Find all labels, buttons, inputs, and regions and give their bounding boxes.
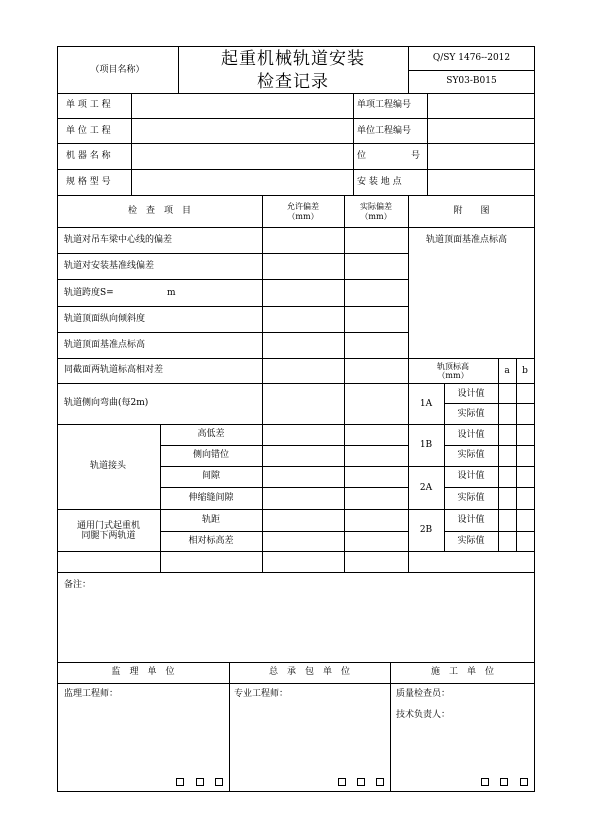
form-title-line1: 起重机械轨道安装: [221, 49, 365, 69]
date-box-month: [196, 778, 204, 786]
joint-expansion-gap: 伸缩缝间隙: [188, 493, 234, 503]
date-box-year: [481, 778, 489, 786]
joint-gap: 间隙: [201, 471, 220, 481]
item-beam-center-dev: 轨道对吊车梁中心线的偏差: [64, 235, 173, 245]
gantry-gauge: 轨距: [201, 515, 220, 525]
sign-quality-inspector: 质量检查员：: [396, 689, 451, 699]
item-span: 轨道跨度S=: [64, 288, 114, 298]
sign-contractor-unit: 总 承 包 单 位: [268, 667, 350, 677]
point-2b: 2B: [419, 525, 433, 535]
point-1a: 1A: [419, 399, 433, 409]
item-top-elevation: 轨道顶面基准点标高: [64, 340, 146, 350]
rail-elev-label: 轨顶标高: [437, 362, 469, 371]
sign-professional-engineer: 专业工程师：: [234, 689, 289, 699]
form-title-line2: 检查记录: [257, 72, 329, 92]
actual-value-1b: 实际值: [457, 450, 485, 460]
date-box-year: [338, 778, 346, 786]
label-single-project: 单 项 工 程: [66, 100, 111, 110]
joint-lateral-offset: 侧向错位: [192, 450, 229, 460]
col-b-label: b: [522, 366, 528, 376]
label-position: 位: [357, 151, 367, 161]
design-value-1a: 设计值: [457, 389, 485, 399]
gantry-relative-elevation: 相对标高差: [188, 536, 234, 546]
form-code: SY03-B015: [446, 76, 497, 86]
header-check-item: 检 查 项 目: [127, 206, 191, 216]
remarks-label: 备注：: [64, 580, 92, 590]
item-baseline-dev: 轨道对安装基准线偏差: [64, 261, 155, 271]
label-unit-project-no: 单位工程编号: [357, 126, 412, 136]
label-position-2: 号: [411, 151, 421, 161]
joint-label: 轨道接头: [90, 461, 127, 471]
joint-height-diff: 高低差: [197, 429, 225, 439]
gantry-label-line2: 同腿下两轨道: [81, 531, 136, 541]
standard-code: Q/SY 1476--2012: [432, 53, 511, 63]
header-allowed-unit: （mm）: [287, 212, 319, 221]
col-a-label: a: [504, 366, 510, 376]
actual-value-2a: 实际值: [457, 493, 485, 503]
design-value-1b: 设计值: [457, 430, 485, 440]
label-machine-name: 机 器 名 称: [66, 151, 111, 161]
label-spec-model: 规 格 型 号: [66, 177, 111, 187]
header-allowed-dev: 允许偏差: [287, 202, 319, 211]
design-value-2a: 设计值: [457, 471, 485, 481]
date-box-month: [500, 778, 508, 786]
project-name: （项目名称）: [90, 65, 145, 75]
date-box-day: [520, 778, 528, 786]
item-lateral-bending: 轨道侧向弯曲(每2m): [64, 398, 149, 408]
point-1b: 1B: [419, 440, 433, 450]
label-install-site: 安 装 地 点: [357, 177, 402, 187]
figure-caption: 轨道顶面基准点标高: [426, 235, 508, 245]
header-actual-dev: 实际偏差: [360, 202, 392, 211]
header-attached-fig: 附 图: [453, 206, 490, 216]
label-single-project-no: 单项工程编号: [357, 100, 412, 110]
actual-value-1a: 实际值: [457, 409, 485, 419]
date-box-year: [176, 778, 184, 786]
sign-constructor-unit: 施 工 单 位: [430, 667, 494, 677]
sign-supervisor-unit: 监 理 单 位: [111, 667, 175, 677]
rail-elev-unit: （mm）: [437, 371, 469, 380]
item-span-unit: m: [167, 288, 176, 298]
item-relative-elevation-diff: 同截面两轨道标高相对差: [64, 365, 164, 375]
design-value-2b: 设计值: [457, 515, 485, 525]
sign-technical-lead: 技术负责人：: [396, 710, 451, 720]
gantry-label-line1: 通用门式起重机: [76, 521, 140, 531]
date-box-month: [357, 778, 365, 786]
sign-supervisor-engineer: 监理工程师：: [64, 689, 119, 699]
item-longitudinal-slope: 轨道顶面纵向倾斜度: [64, 314, 146, 324]
date-box-day: [215, 778, 223, 786]
label-unit-project: 单 位 工 程: [66, 126, 111, 136]
date-box-day: [376, 778, 384, 786]
header-actual-unit: （mm）: [360, 212, 392, 221]
actual-value-2b: 实际值: [457, 536, 485, 546]
point-2a: 2A: [419, 483, 433, 493]
